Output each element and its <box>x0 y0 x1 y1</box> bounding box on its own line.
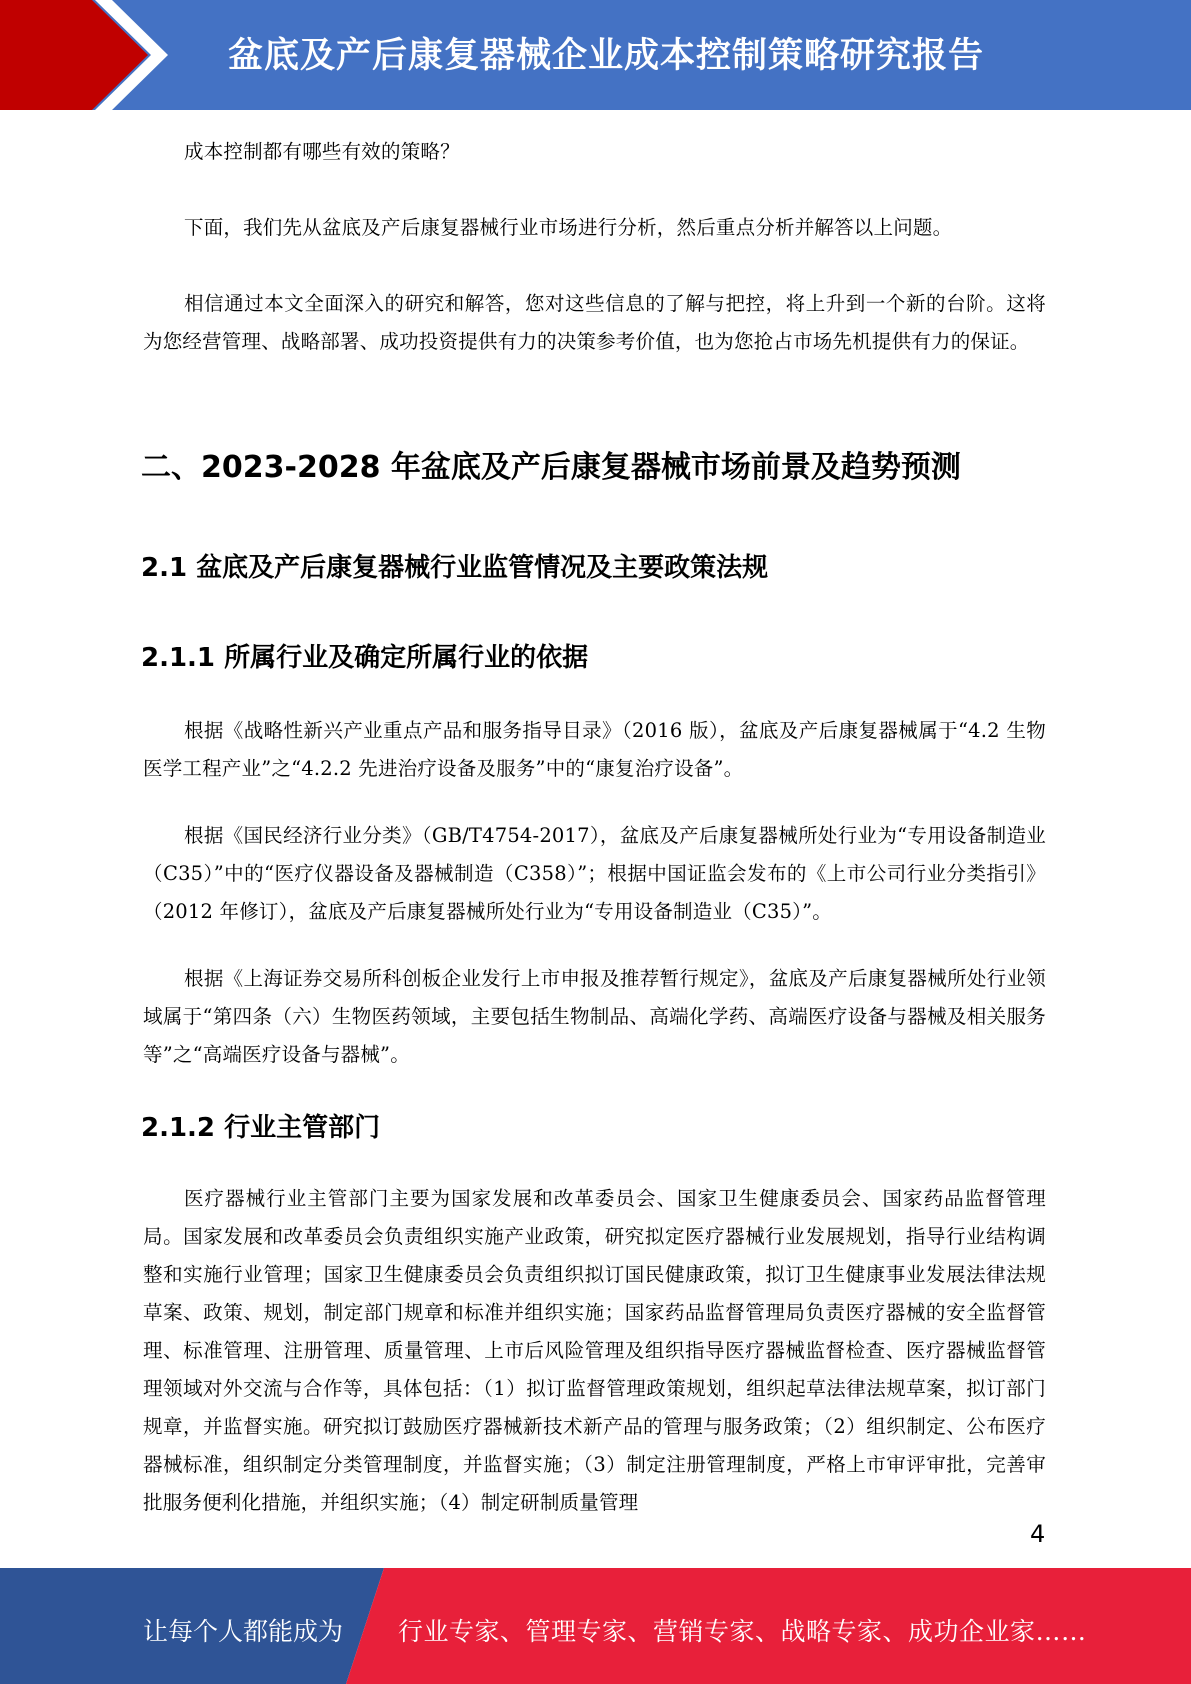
page-footer <box>0 1568 1191 1684</box>
footer-slogan-left: 让每个人都能成为 <box>143 1617 344 1646</box>
section-heading-2-1: 2.1 盆底及产后康复器械行业监管情况及主要政策法规 <box>141 553 769 583</box>
intro-paragraph-1 <box>143 133 1046 171</box>
page-header <box>0 0 1191 110</box>
intro-paragraph-3 <box>143 285 1046 361</box>
intro-paragraph-2 <box>143 209 1046 247</box>
page-number: 4 <box>1030 1520 1046 1548</box>
section-heading-2-1-2: 2.1.2 行业主管部门 <box>141 1113 381 1143</box>
section-2-1-1-paragraph-2 <box>143 817 1046 931</box>
header-title: 盆底及产后康复器械企业成本控制策略研究报告 <box>228 36 985 76</box>
paragraph: 成本控制都有哪些有效的策略？ <box>184 140 460 163</box>
section-heading-2-1-1: 2.1.1 所属行业及确定所属行业的依据 <box>141 643 589 673</box>
paragraph: 相信通过本文全面深入的研究和解答，您对这些信息的了解与把控，将上升到一个新的台阶。这将为您经营管理、战略部署、成功投资提供有力的决策参考价值，也为您抢占市场先机提供有力的保证。 <box>143 292 1046 353</box>
section-2-1-1-paragraph-1 <box>143 712 1046 788</box>
section-2-1-2-paragraph-1 <box>143 1180 1046 1522</box>
paragraph: 根据《上海证券交易所科创板企业发行上市申报及推荐暂行规定》，盆底及产后康复器械所处行业领域属于“第四条（六）生物医药领域，主要包括生物制品、高端化学药、高端医疗设备与器械及相关服务等”之“高端医疗设备与器械”。 <box>143 967 1046 1066</box>
footer-slogan-right: 行业专家、管理专家、营销专家、战略专家、成功企业家…… <box>398 1617 1087 1646</box>
paragraph: 医疗器械行业主管部门主要为国家发展和改革委员会、国家卫生健康委员会、国家药品监督管理局。国家发展和改革委员会负责组织实施产业政策，研究拟定医疗器械行业发展规划，指导行业结构调整和实施行业管理；国家卫生健康委员会负责组织拟订国民健康政策，拟订卫生健康事业发展法律法规草案、政策、规划，制定部门规章和标准并组织实施；国家药品监督管理局负责医疗器械的安全监督管理、标准管理、注册管理、质量管理、上市后风险管理及组织指导医疗器械监督检查、医疗器械监督管理领域对外交流与合作等，具体包括：（1）拟订监督管理政策规划，组织起草法律法规草案，拟订部门规章，并监督实施。研究拟订鼓励医疗器械新技术新产品的管理与服务政策；（2）组织制定、公布医疗器械标准，组织制定分类管理制度，并监督实施；（3）制定注册管理制度，严格上市审评审批，完善审批服务便利化措施，并组织实施；（4）制定研制质量管理 <box>143 1187 1046 1514</box>
section-2-1-1-paragraph-3 <box>143 960 1046 1074</box>
paragraph: 下面，我们先从盆底及产后康复器械行业市场进行分析，然后重点分析并解答以上问题。 <box>184 216 953 239</box>
paragraph: 根据《国民经济行业分类》（GB/T4754-2017），盆底及产后康复器械所处行业为“专用设备制造业（C35）”中的“医疗仪器设备及器械制造（C358）”；根据中国证监会发布的《上市公司行业分类指引》（2012 年修订），盆底及产后康复器械所处行业为“专用设备制造业（C35）”。 <box>143 824 1046 923</box>
paragraph: 根据《战略性新兴产业重点产品和服务指导目录》（2016 版），盆底及产后康复器械属于“4.2 生物医学工程产业”之“4.2.2 先进治疗设备及服务”中的“康复治疗设备”。 <box>143 719 1046 780</box>
section-heading-2: 二、2023-2028 年盆底及产后康复器械市场前景及趋势预测 <box>141 450 961 485</box>
